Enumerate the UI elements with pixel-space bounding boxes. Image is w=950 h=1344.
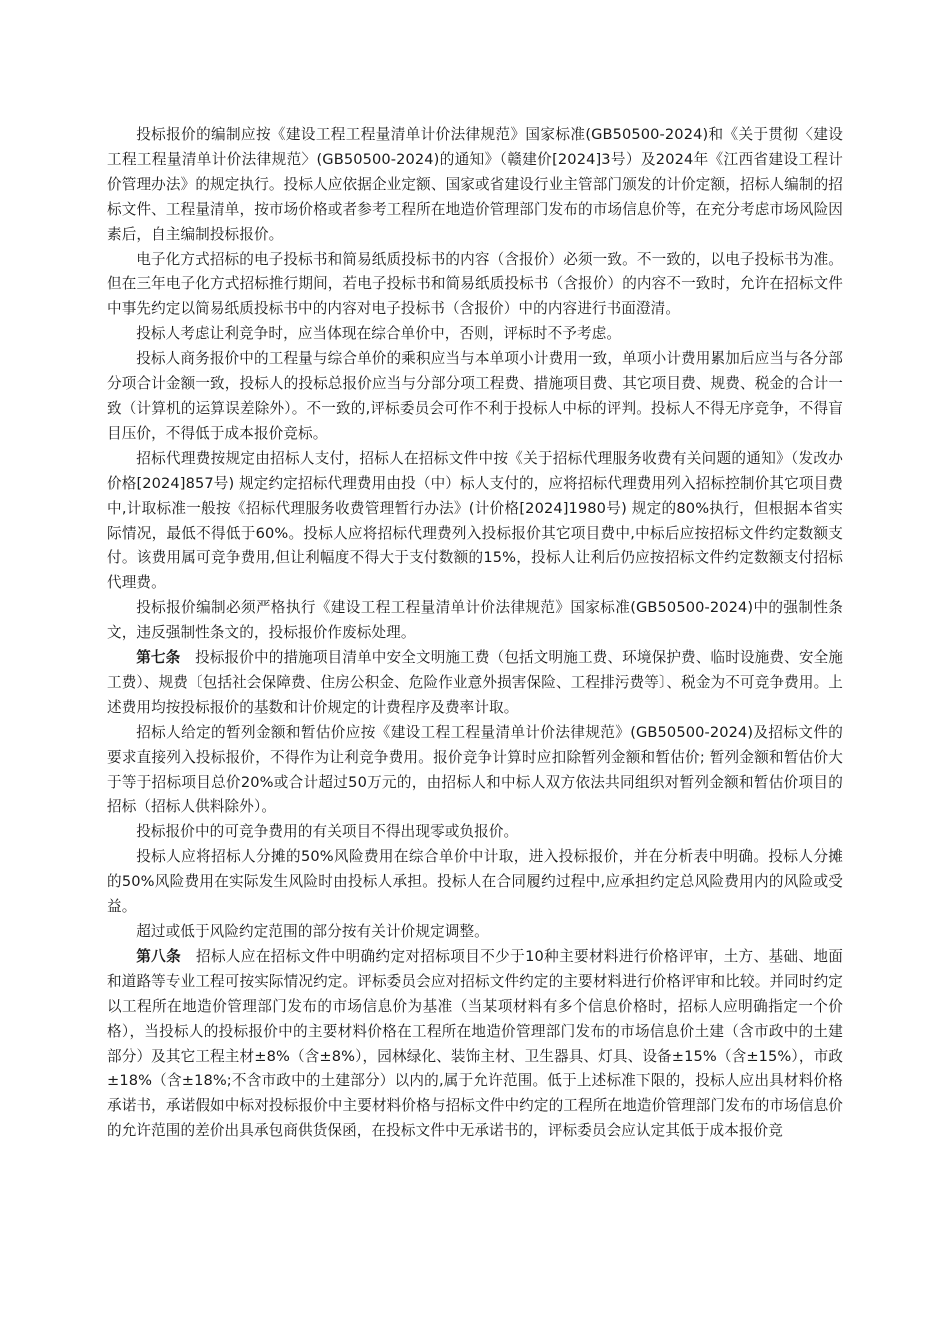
paragraph-8-text: 招标人给定的暂列金额和暂估价应按《建设工程工程量清单计价法律规范》(GB50500-2024)及招标文件的要求直接列入投标报价，不得作为让利竞争费用。报价竞争计算时应扣除暂列金额和暂估价; 暂列金额和暂估价大于等于招标项目总价20%或合计超过50万元的，由招标人和中标人双方依法共同组织对暂列金额和暂估价项目的招标（招标人供料除外）。 [107,723,843,816]
paragraph-5 [107,447,843,596]
article-7-text: 投标报价中的措施项目清单中安全文明施工费（包括文明施工费、环境保护费、临时设施费、安全施工费）、规费〔包括社会保障费、住房公积金、危险作业意外损害保险、工程排污费等〕、税金为不可竞争费用。上述费用均按投标报价的基数和计价规定的计费程序及费率计取。 [107,649,843,716]
article-8-heading: 第八条 [136,947,182,965]
paragraph-8 [107,721,843,821]
paragraph-3 [107,322,843,347]
article-7-paragraph [107,646,843,721]
document-body [107,123,843,1144]
paragraph-4-text: 投标人商务报价中的工程量与综合单价的乘积应当与本单项小计费用一致，单项小计费用累加后应当与各分部分项合计金额一致，投标人的投标总报价应当与分部分项工程费、措施项目费、其它项目费、规费、税金的合计一致（计算机的运算误差除外）。不一致的,评标委员会可作不利于投标人中标的评判。投标人不得无序竞争，不得盲目压价，不得低于成本报价竞标。 [107,350,843,442]
article-8-text: 招标人应在招标文件中明确约定对招标项目不少于10种主要材料进行价格评审，土方、基础、地面和道路等专业工程可按实际情况约定。评标委员会应对招标文件约定的主要材料进行价格评审和比较。并同时约定以工程所在地造价管理部门发布的市场信息价为基准（当某项材料有多个信息价格时，招标人应明确指定一个价格），当投标人的投标报价中的主要材料价格在工程所在地造价管理部门发布的市场信息价土建（含市政中的土建部分）及其它工程主材±8%（含±8%），园林绿化、装饰主材、卫生器具、灯具、设备±15%（含±15%），市政±18%（含±18%;不含市政中的土建部分）以内的,属于允许范围。低于上述标准下限的，投标人应出具材料价格承诺书，承诺假如中标对投标报价中主要材料价格与招标文件中约定的工程所在地造价管理部门发布的市场信息价的允许范围的差价出具承包商供货保函，在投标文件中无承诺书的，评标委员会应认定其低于成本报价竞 [107,947,843,1140]
paragraph-2-text: 电子化方式招标的电子投标书和简易纸质投标书的内容（含报价）必须一致。不一致的，以电子投标书为准。但在三年电子化方式招标推行期间，若电子投标书和简易纸质投标书（含报价）的内容不一致时，允许在招标文件中事先约定以简易纸质投标书中的内容对电子投标书（含报价）中的内容进行书面澄清。 [107,250,843,318]
paragraph-11-text: 超过或低于风险约定范围的部分按有关计价规定调整。 [136,923,489,940]
paragraph-5-text: 招标代理费按规定由招标人支付，招标人在招标文件中按《关于招标代理服务收费有关问题的通知》（发改办价格[2024]857号) 规定约定招标代理费用由投（中）标人支付的，应将招标代理费用列入招标控制价其它项目费中,计取标准一般按《招标代理服务收费管理暂行办法》(计价格[2024]1980号) 规定的80%执行，但根据本省实际情况，最低不得低于60%。投标人应将招标代理费列入投标报价其它项目费中,中标后应按招标文件约定数额支付。该费用属可竞争费用,但让利幅度不得大于支付数额的15%，投标人让利后仍应按招标文件约定数额支付招标代理费。 [107,449,843,592]
paragraph-10 [107,845,843,920]
paragraph-10-text: 投标人应将招标人分摊的50%风险费用在综合单价中计取，进入投标报价，并在分析表中明确。投标人分摊的50%风险费用在实际发生风险时由投标人承担。投标人在合同履约过程中,应承担约定总风险费用内的风险或受益。 [107,848,843,916]
paragraph-1-text: 投标报价的编制应按《建设工程工程量清单计价法律规范》国家标准(GB50500-2024)和《关于贯彻〈建设工程工程量清单计价法律规范〉(GB50500-2024)的通知》（赣建价[2024]3号）及2024年《江西省建设工程计价管理办法》的规定执行。投标人应依据企业定额、国家或省建设行业主管部门颁发的计价定额，招标人编制的招标文件、工程量清单，按市场价格或者参考工程所在地造价管理部门发布的市场信息价等，在充分考虑市场风险因素后，自主编制投标报价。 [107,126,843,243]
article-7-heading: 第七条 [136,649,181,667]
paragraph-11 [107,920,843,945]
paragraph-6-text: 投标报价编制必须严格执行《建设工程工程量清单计价法律规范》国家标准(GB50500-2024)中的强制性条文，违反强制性条文的，投标报价作废标处理。 [107,599,843,642]
paragraph-4 [107,347,843,447]
paragraph-9-text: 投标报价中的可竞争费用的有关项目不得出现零或负报价。 [136,823,519,841]
paragraph-6 [107,596,843,646]
paragraph-9 [107,820,843,845]
paragraph-1 [107,123,843,248]
paragraph-2 [107,248,843,323]
article-8-paragraph [107,945,843,1144]
paragraph-3-text: 投标人考虑让利竞争时，应当体现在综合单价中，否则，评标时不予考虑。 [136,325,622,343]
